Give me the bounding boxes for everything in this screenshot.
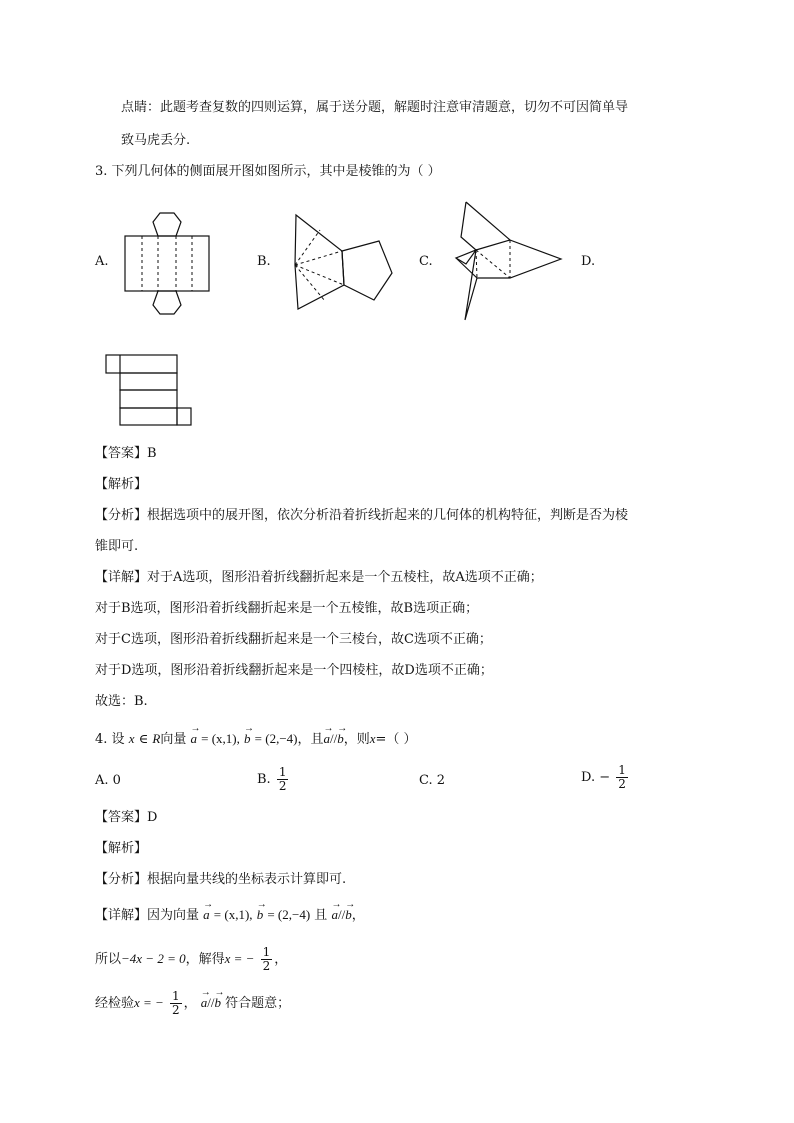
q3-option-a-label: A. bbox=[95, 254, 109, 269]
q4-option-b bbox=[257, 766, 290, 793]
q3-fenxi-line-2: 锥即可. bbox=[95, 539, 139, 554]
q4-vec-b: → b bbox=[244, 730, 251, 748]
q4-solution-x: x = − bbox=[224, 951, 255, 966]
q4-detail-parallel: // bbox=[337, 907, 346, 922]
q4-vec-b-2: → b bbox=[337, 730, 344, 748]
frac-den: 2 bbox=[278, 779, 287, 793]
q3-analysis-label: 【解析】 bbox=[95, 477, 148, 492]
q4-line2-mid: ，解得 bbox=[185, 952, 225, 967]
figure-c-frustum-net bbox=[453, 198, 565, 324]
q3-option-b-label: B. bbox=[257, 254, 271, 269]
q3-detail-line-4: 对于D选项，图形沿着折线翻折起来是一个四棱柱，故D选项不正确； bbox=[95, 663, 493, 678]
q4-line2-prefix: 所以 bbox=[95, 952, 122, 967]
q4-detail-vec-b: → b bbox=[257, 906, 264, 924]
frac-num: 1 bbox=[171, 989, 180, 1003]
q4-vector-word: 向量 bbox=[160, 732, 187, 747]
q4-detail-a-value: = (x,1), bbox=[213, 907, 253, 922]
q4-a-value: = (x,1), bbox=[201, 731, 240, 746]
frac-num: 1 bbox=[618, 763, 626, 777]
q4-equation: −4x − 2 = 0 bbox=[121, 951, 186, 966]
q4-parallel: // bbox=[330, 731, 338, 746]
q4-detail-line-2: 所以−4x − 2 = 0，解得x = − $\frac{1}{2}$ ， bbox=[95, 945, 288, 973]
q4-option-b-label: B. bbox=[257, 772, 271, 787]
q3-detail-line-3: 对于C选项，图形沿着折线翻折起来是一个三棱台，故C选项不正确； bbox=[95, 632, 492, 647]
q4-detail-vec-a-2: → a bbox=[331, 906, 338, 924]
q3-stem: 3. 下列几何体的侧面展开图如图所示，其中是棱锥的为（ ） bbox=[95, 164, 441, 179]
q4-blank: =（ ） bbox=[375, 732, 417, 747]
q4-fenxi: 【分析】根据向量共线的坐标表示计算即可. bbox=[95, 872, 347, 887]
q4-option-d-label: D. − bbox=[581, 770, 611, 785]
q4-answer: 【答案】D bbox=[95, 810, 158, 825]
frac-den: 2 bbox=[262, 959, 271, 973]
tip-line-1: 点睛：此题考查复数的四则运算，属于送分题，解题时注意审清题意，切勿不可因简单导 bbox=[121, 100, 629, 115]
q3-option-d-label: D. bbox=[581, 254, 596, 269]
q3-detail-line-2: 对于B选项，图形沿着折线翻折起来是一个五棱锥，故B选项正确； bbox=[95, 601, 479, 616]
q4-detail-prefix: 【详解】因为向量 bbox=[95, 908, 200, 923]
q4-and: ，且 bbox=[297, 732, 324, 747]
q4-check-fraction bbox=[170, 990, 182, 1017]
q4-vec-a: → a bbox=[190, 730, 197, 748]
q3-option-c-label: C. bbox=[419, 254, 433, 269]
q4-check-parallel: // bbox=[207, 995, 215, 1010]
q4-detail-vec-b-2: → b bbox=[345, 906, 352, 924]
q4-check-vec-a: → a bbox=[201, 994, 208, 1012]
q4-detail-vec-a: → a bbox=[203, 906, 210, 924]
frac-num: 1 bbox=[262, 945, 271, 959]
q4-r: R bbox=[152, 731, 161, 746]
q4-analysis-label: 【解析】 bbox=[95, 841, 148, 856]
q3-choose: 故选：B. bbox=[95, 694, 148, 709]
q4-then: ，则 bbox=[343, 732, 370, 747]
frac-den: 2 bbox=[618, 777, 626, 791]
q4-line3-prefix: 经检验 bbox=[95, 996, 135, 1011]
q4-x: x bbox=[128, 731, 135, 746]
q4-number: 4. 设 bbox=[95, 732, 125, 747]
q4-option-d-fraction bbox=[616, 764, 628, 791]
q4-option-a: A. 0 bbox=[95, 773, 121, 788]
q3-detail-line-1: 【详解】对于A选项，图形沿着折线翻折起来是一个五棱柱，故A选项不正确； bbox=[95, 570, 543, 585]
q4-stem bbox=[95, 730, 417, 749]
q3-answer: 【答案】B bbox=[95, 446, 157, 461]
q4-detail-b-value: = (2,−4) bbox=[267, 907, 311, 922]
q3-fenxi-line-1: 【分析】根据选项中的展开图，依次分析沿着折线折起来的几何体的机构特征，判断是否为棱 bbox=[95, 508, 629, 523]
tip-line-2: 致马虎丢分. bbox=[121, 133, 191, 148]
frac-num: 1 bbox=[278, 765, 287, 779]
q4-detail-and: 且 bbox=[314, 908, 328, 923]
q4-check-vec-b: → b bbox=[215, 994, 222, 1012]
frac-den: 2 bbox=[171, 1003, 180, 1017]
figure-b-pyramid-net bbox=[290, 213, 395, 313]
q4-option-b-fraction bbox=[277, 766, 289, 793]
q4-x-2: x bbox=[369, 731, 376, 746]
q4-detail-line-3: 经检验x = − $\frac{1}{2}$ ， → a//→ b 符合题意； bbox=[95, 990, 290, 1017]
q4-detail-line-1: 【详解】因为向量 → a = (x,1), → b = (2,−4) 且 → a//→ b， bbox=[95, 906, 365, 925]
q4-in: ∈ bbox=[138, 731, 149, 746]
q4-b-value: = (2,−4) bbox=[254, 731, 298, 746]
q4-option-d bbox=[581, 764, 630, 791]
q4-option-c: C. 2 bbox=[419, 773, 446, 788]
figure-a-prism-net bbox=[120, 205, 215, 317]
q4-line3-suffix: 符合题意； bbox=[225, 996, 291, 1011]
figure-d-prism-net bbox=[105, 354, 195, 428]
q4-check-x: x = − bbox=[134, 995, 164, 1010]
q4-vec-a-2: → a bbox=[324, 730, 331, 748]
q4-solution-fraction bbox=[261, 946, 273, 973]
